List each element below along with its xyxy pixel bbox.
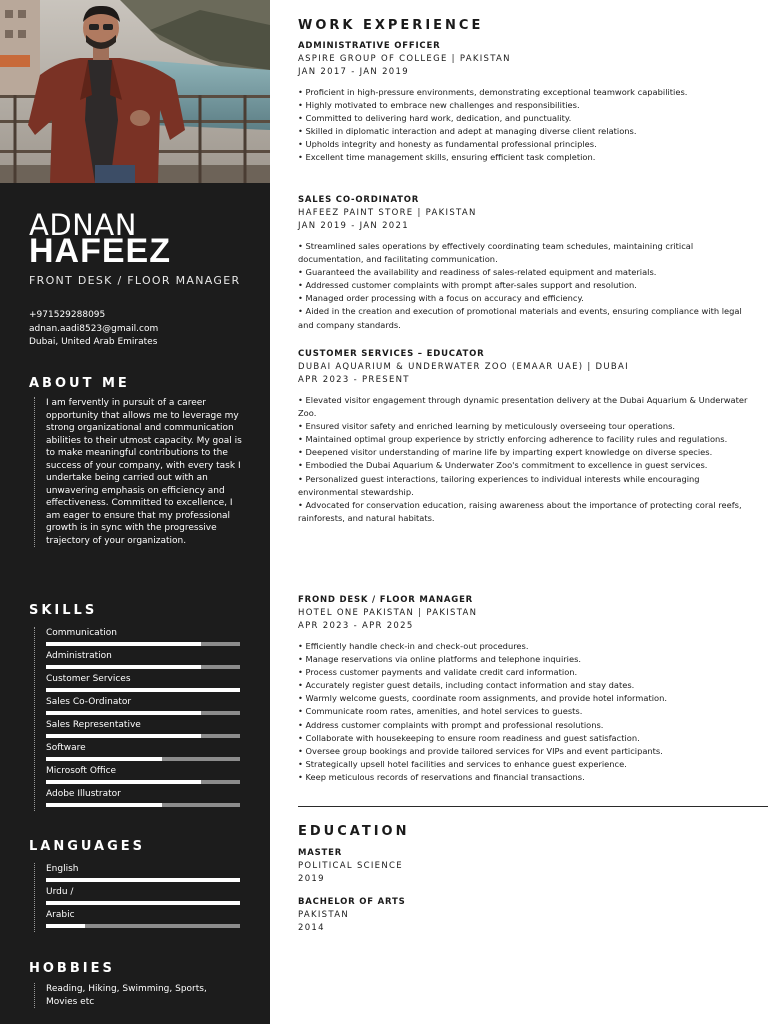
language-item bbox=[46, 863, 240, 886]
language-label: Urdu / bbox=[46, 887, 74, 897]
first-name: ADNAN bbox=[29, 208, 137, 242]
email-address[interactable]: adnan.aadi8523@gmail.com bbox=[29, 323, 159, 334]
job-entry bbox=[298, 194, 748, 332]
skill-label: Software bbox=[46, 743, 86, 753]
bullet-item: • Accurately register guest details, including contact information and stay dates. bbox=[298, 680, 635, 691]
bullet-item: • Warmly welcome guests, coordinate room assignments, and provide hotel information. bbox=[298, 693, 667, 704]
bullet-item: • Communicate room rates, amenities, and hotel services to guests. bbox=[298, 706, 583, 717]
education-degree: MASTER bbox=[298, 848, 343, 858]
job-bullets bbox=[298, 640, 748, 784]
job-dates: JAN 2017 - JAN 2019 bbox=[298, 67, 409, 77]
bullet-item: • Personalized guest interactions, tailoring experiences to individual interests while encouraging environmental stewardship. bbox=[298, 473, 700, 497]
bullet-item: • Streamlined sales operations by effectively coordinating team schedules, maintaining critical documentation, and facilitating communication. bbox=[298, 241, 694, 265]
skill-item bbox=[46, 719, 240, 742]
job-role: SALES CO-ORDINATOR bbox=[298, 195, 420, 205]
skill-bar bbox=[46, 711, 240, 715]
education-field: POLITICAL SCIENCE bbox=[298, 861, 403, 871]
skill-bar-fill bbox=[201, 780, 240, 784]
skill-item bbox=[46, 650, 240, 673]
languages-list bbox=[34, 863, 240, 932]
skill-label: Microsoft Office bbox=[46, 766, 117, 776]
job-bullets bbox=[298, 394, 748, 525]
last-name: HAFEEZ bbox=[29, 232, 171, 270]
skill-label: Sales Representative bbox=[46, 720, 141, 730]
skill-bar-fill bbox=[201, 665, 240, 669]
bullet-item: • Skilled in diplomatic interaction and adept at managing diverse client relations. bbox=[298, 126, 637, 137]
language-bar bbox=[46, 924, 240, 928]
skill-bar bbox=[46, 665, 240, 669]
job-dates: APR 2023 - APR 2025 bbox=[298, 621, 414, 631]
education-year: 2019 bbox=[298, 874, 325, 884]
skill-bar bbox=[46, 734, 240, 738]
skill-label: Communication bbox=[46, 628, 117, 638]
bullet-item: • Maintained optimal group experience by strictly enforcing adherence to facility rules and regulations. bbox=[298, 434, 728, 445]
job-company: DUBAI AQUARIUM & UNDERWATER ZOO (EMAAR UAE) | DUBAI bbox=[298, 362, 629, 372]
section-divider bbox=[298, 806, 768, 807]
about-heading: ABOUT ME bbox=[29, 376, 130, 391]
job-bullets bbox=[298, 86, 748, 165]
hobbies-heading: HOBBIES bbox=[29, 961, 115, 976]
language-item bbox=[46, 886, 240, 909]
job-role: CUSTOMER SERVICES – EDUCATOR bbox=[298, 349, 485, 359]
bullet-item: • Efficiently handle check-in and check-out procedures. bbox=[298, 641, 529, 651]
skill-bar bbox=[46, 642, 240, 646]
skill-bar-fill bbox=[201, 734, 240, 738]
bullet-item: • Deepened visitor understanding of marine life by imparting expert knowledge on diverse species. bbox=[298, 447, 713, 458]
skill-bar bbox=[46, 780, 240, 784]
job-entry bbox=[298, 594, 748, 784]
language-item bbox=[46, 909, 240, 932]
profile-photo bbox=[0, 0, 270, 183]
about-section bbox=[34, 397, 249, 547]
skills-heading: SKILLS bbox=[29, 603, 98, 618]
language-label: English bbox=[46, 864, 79, 874]
bullet-item: • Elevated visitor engagement through dynamic presentation delivery at the Dubai Aquarium & Underwater Zoo. bbox=[298, 395, 748, 419]
bullet-item: • Oversee group bookings and provide tailored services for VIPs and event participants. bbox=[298, 745, 663, 756]
job-company: ASPIRE GROUP OF COLLEGE | PAKISTAN bbox=[298, 54, 511, 64]
bullet-item: • Strategically upsell hotel facilities and services to enhance guest experience. bbox=[298, 758, 627, 769]
skill-label: Customer Services bbox=[46, 674, 131, 684]
bullet-item: • Addressed customer complaints with prompt after-sales support and resolution. bbox=[298, 280, 637, 291]
job-bullets bbox=[298, 240, 748, 332]
skill-label: Adobe Illustrator bbox=[46, 789, 121, 799]
bullet-item: • Managed order processing with a focus on accuracy and efficiency. bbox=[298, 293, 584, 304]
skill-bar bbox=[46, 757, 240, 761]
education-field: PAKISTAN bbox=[298, 910, 349, 920]
job-dates: JAN 2019 - JAN 2021 bbox=[298, 221, 409, 231]
bullet-item: • Process customer payments and validate credit card information. bbox=[298, 667, 578, 678]
skill-bar bbox=[46, 688, 240, 692]
job-dates: APR 2023 - PRESENT bbox=[298, 375, 410, 385]
education-degree: BACHELOR OF ARTS bbox=[298, 897, 406, 907]
skill-item bbox=[46, 696, 240, 719]
skill-item bbox=[46, 765, 240, 788]
languages-heading: LANGUAGES bbox=[29, 839, 146, 854]
contact-info bbox=[29, 309, 158, 350]
sidebar bbox=[0, 0, 270, 1024]
hobbies-text: Reading, Hiking, Swimming, Sports, Movies etc bbox=[46, 984, 207, 1007]
bullet-item: • Proficient in high-pressure environments, demonstrating exceptional teamwork capabilities. bbox=[298, 87, 688, 97]
education-entry bbox=[298, 896, 598, 935]
language-label: Arabic bbox=[46, 910, 75, 920]
location: Dubai, United Arab Emirates bbox=[29, 337, 158, 347]
skill-item bbox=[46, 788, 240, 811]
bullet-item: • Committed to delivering hard work, dedication, and punctuality. bbox=[298, 113, 572, 124]
skill-bar-fill bbox=[201, 642, 240, 646]
phone-number[interactable]: +971529288095 bbox=[29, 310, 106, 320]
work-experience-heading: WORK EXPERIENCE bbox=[298, 18, 484, 33]
about-text: I am fervently in pursuit of a career opportunity that allows me to leverage my strong organizational and communication abilities to their utmost capacity. My goal is to make meaningful contributions to the success of your company, with every task I undertake being carried out with an unwavering emphasis on efficiency and effectiveness. Committed to excellence, I am eager to ensure that my professional growth is in sync with the progressive trajectory of your organization. bbox=[46, 398, 242, 546]
job-role: ADMINISTRATIVE OFFICER bbox=[298, 41, 441, 51]
skill-item bbox=[46, 673, 240, 696]
job-company: HAFEEZ PAINT STORE | PAKISTAN bbox=[298, 208, 477, 218]
skill-bar-fill bbox=[201, 711, 240, 715]
language-bar-fill bbox=[85, 924, 240, 928]
education-year: 2014 bbox=[298, 923, 325, 933]
bullet-item: • Aided in the creation and execution of promotional materials and events, ensuring compliance with legal and company standards. bbox=[298, 306, 742, 330]
job-title: FRONT DESK / FLOOR MANAGER bbox=[29, 274, 241, 287]
bullet-item: • Advocated for conservation education, raising awareness about the importance of protecting coral reefs, rainforests, and natural habitats. bbox=[298, 499, 742, 523]
skill-item bbox=[46, 627, 240, 650]
bullet-item: • Upholds integrity and honesty as fundamental professional principles. bbox=[298, 139, 597, 150]
hobbies-section bbox=[34, 983, 240, 1008]
bullet-item: • Embodied the Dubai Aquarium & Underwater Zoo's commitment to excellence in guest services. bbox=[298, 460, 708, 471]
education-entry bbox=[298, 847, 598, 886]
job-role: FROND DESK / FLOOR MANAGER bbox=[298, 595, 474, 605]
bullet-item: • Ensured visitor safety and enriched learning by meticulously overseeing tour operations. bbox=[298, 421, 676, 432]
skill-label: Administration bbox=[46, 651, 112, 661]
bullet-item: • Keep meticulous records of reservations and financial transactions. bbox=[298, 771, 585, 782]
bullet-item: • Highly motivated to embrace new challenges and responsibilities. bbox=[298, 100, 580, 111]
skill-bar bbox=[46, 803, 240, 807]
skills-list bbox=[34, 627, 240, 811]
bullet-item: • Excellent time management skills, ensuring efficient task completion. bbox=[298, 152, 596, 163]
job-company: HOTEL ONE PAKISTAN | PAKISTAN bbox=[298, 608, 478, 618]
skill-label: Sales Co-Ordinator bbox=[46, 697, 132, 707]
bullet-item: • Collaborate with housekeeping to ensure room readiness and guest satisfaction. bbox=[298, 732, 640, 743]
skill-bar-fill bbox=[162, 803, 240, 807]
language-bar bbox=[46, 901, 240, 905]
bullet-item: • Guaranteed the availability and readiness of sales-related equipment and materials. bbox=[298, 267, 657, 278]
job-entry bbox=[298, 348, 748, 525]
bullet-item: • Address customer complaints with prompt and professional resolutions. bbox=[298, 719, 604, 730]
skill-bar-fill bbox=[162, 757, 240, 761]
skill-item bbox=[46, 742, 240, 765]
bullet-item: • Manage reservations via online platforms and telephone inquiries. bbox=[298, 654, 582, 665]
job-entry bbox=[298, 40, 748, 165]
language-bar bbox=[46, 878, 240, 882]
education-heading: EDUCATION bbox=[298, 824, 410, 839]
